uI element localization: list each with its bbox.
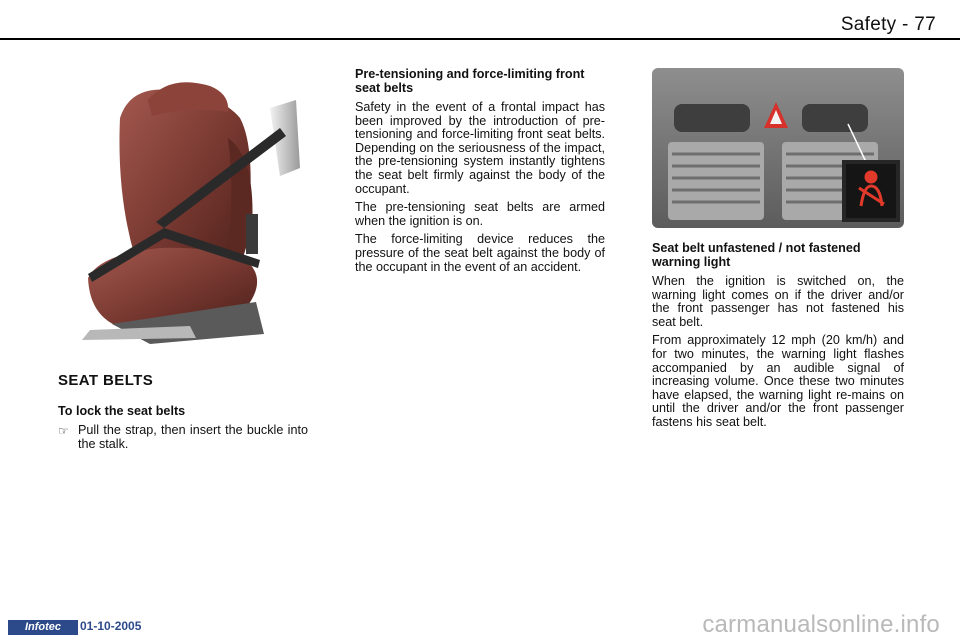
- warning-light-section: [652, 241, 904, 435]
- footer-date: 01-10-2005: [80, 619, 142, 633]
- page-header: [0, 0, 960, 60]
- paragraph: From approximately 12 mph (20 km/h) and for two minutes, the warning light flashes accompanied by an audible signal of increasing volume. Once these two minutes have elapsed, the warning light re-mains on until the driver and/or the front passenger fastens his seat belt.: [652, 333, 904, 429]
- page-title: Safety - 77: [840, 14, 936, 35]
- section-heading: SEAT BELTS: [58, 372, 154, 389]
- site-watermark: carmanualsonline.info: [702, 611, 940, 638]
- pretensioning-subheading: Pre-tensioning and force-limiting front seat belts: [355, 67, 585, 95]
- pretensioning-section: [355, 67, 605, 279]
- warning-light-subheading: Seat belt unfastened / not fastened warning light: [652, 241, 861, 269]
- pointing-hand-icon: ☞: [58, 424, 69, 438]
- header-rule: [0, 38, 960, 40]
- paragraph: The force-limiting device reduces the pressure of the seat belt against the body of the occupant in the event of an accident.: [355, 232, 605, 274]
- instruction-text: Pull the strap, then insert the buckle into the stalk.: [78, 423, 308, 451]
- paragraph: Safety in the event of a frontal impact has been improved by the introduction of pre-tensioning and force-limiting front seat belts. Depending on the seriousness of the impact, the pre-tensioning system instantly tightens the seat belt firmly against the body of the occupant.: [355, 100, 605, 196]
- infotec-badge: Infotec: [8, 620, 78, 635]
- paragraph: When the ignition is switched on, the warning light comes on if the driver and/or the front passenger has not fastened his seat belt.: [652, 274, 904, 329]
- lock-belts-subheading: To lock the seat belts: [58, 404, 186, 418]
- lock-belts-section: [58, 404, 308, 456]
- dashboard-warning-light-photo: [652, 68, 904, 228]
- car-seat-illustration: [60, 78, 310, 350]
- paragraph: The pre-tensioning seat belts are armed when the ignition is on.: [355, 200, 605, 228]
- instruction-item: [58, 424, 308, 456]
